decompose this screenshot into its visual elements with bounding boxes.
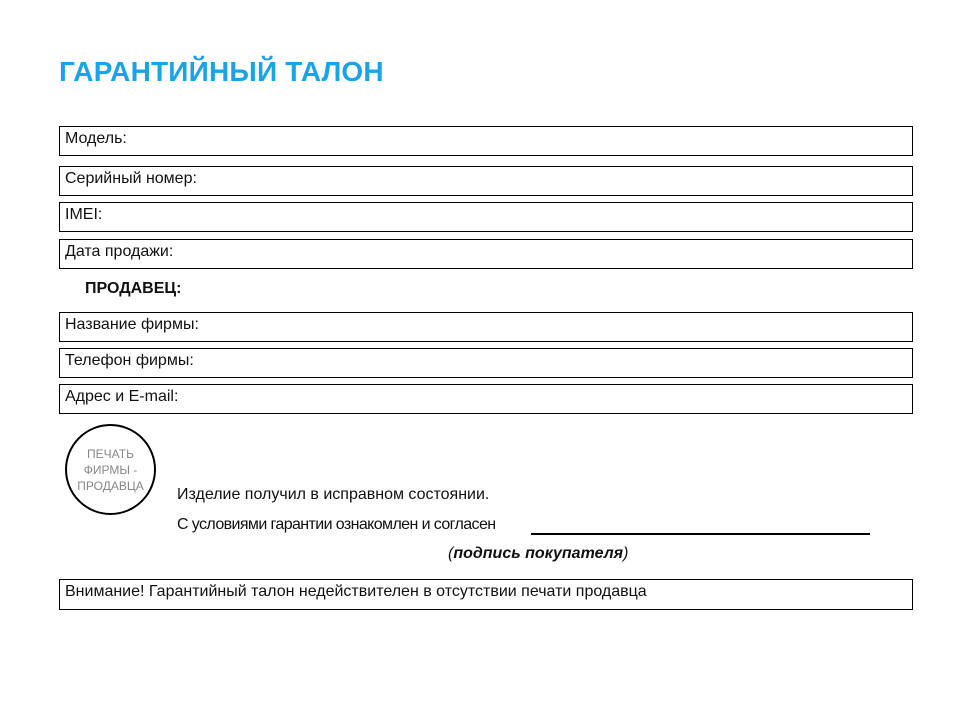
received-statement: Изделие получил в исправном состоянии. [177,486,490,503]
agreement-statement: С условиями гарантии ознакомлен и согласен [177,516,496,533]
model-label: Модель: [65,130,127,147]
signature-label: подпись покупателя [453,545,624,562]
model-field[interactable] [59,126,913,156]
seller-heading: ПРОДАВЕЦ: [85,280,182,297]
imei-label: IMEI: [65,206,103,223]
company-name-label: Название фирмы: [65,316,199,333]
company-phone-label: Телефон фирмы: [65,352,194,369]
signature-paren-open: ( [448,545,454,562]
signature-paren-close: ) [623,545,629,562]
signature-caption [448,545,628,563]
company-name-field[interactable] [59,312,913,342]
page-title: ГАРАНТИЙНЫЙ ТАЛОН [59,56,384,87]
sale-date-label: Дата продажи: [65,243,174,260]
address-email-label: Адрес и E-mail: [65,388,179,405]
company-phone-field[interactable] [59,348,913,378]
serial-number-field[interactable] [59,166,913,196]
warning-notice [59,579,913,610]
signature-line[interactable] [531,533,870,535]
sale-date-field[interactable] [59,239,913,269]
serial-number-label: Серийный номер: [65,170,197,187]
address-email-field[interactable] [59,384,913,414]
stamp-placeholder-text: ПЕЧАТЬ ФИРМЫ - ПРОДАВЦА [77,446,144,493]
seller-stamp-circle [65,424,156,515]
imei-field[interactable] [59,202,913,232]
warning-notice-text: Внимание! Гарантийный талон недействителен в отсутствии печати продавца [65,583,647,600]
